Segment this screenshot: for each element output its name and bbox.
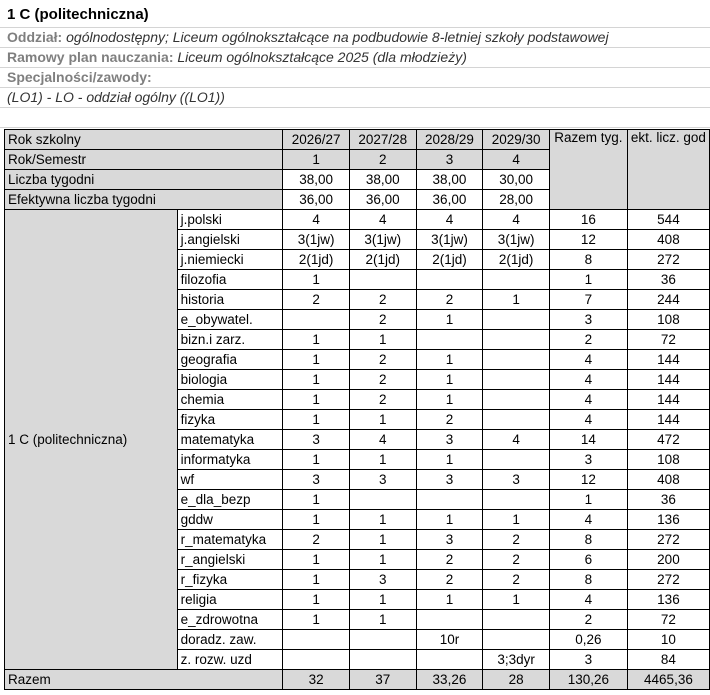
ekt-cell[interactable]: 272 xyxy=(627,530,709,550)
subject-name[interactable]: r_angielski xyxy=(177,550,283,570)
hours-cell[interactable] xyxy=(349,490,416,510)
semestr-label: Rok/Semestr xyxy=(5,150,283,170)
hours-cell[interactable]: 2 xyxy=(349,370,416,390)
year-header[interactable]: 2029/30 xyxy=(483,130,550,150)
hours-cell[interactable]: 2(1jd) xyxy=(416,250,483,270)
subject-name[interactable]: fizyka xyxy=(177,410,283,430)
ekt-cell[interactable]: 84 xyxy=(627,650,709,670)
hours-cell[interactable]: 3(1jw) xyxy=(283,230,350,250)
specjalnosci-label: Specjalności/zawody: xyxy=(7,69,152,85)
ekt-cell[interactable]: 144 xyxy=(627,390,709,410)
hours-cell[interactable]: 1 xyxy=(349,330,416,350)
hours-cell[interactable] xyxy=(349,630,416,650)
efektywna-cell[interactable]: 28,00 xyxy=(483,190,550,210)
hours-cell[interactable]: 1 xyxy=(283,270,350,290)
year-header[interactable]: 2027/28 xyxy=(349,130,416,150)
subject-name[interactable]: doradz. zaw. xyxy=(177,630,283,650)
razem-cell[interactable]: 4 xyxy=(549,350,627,370)
total-ekt[interactable]: 4465,36 xyxy=(627,670,709,690)
hours-cell[interactable]: 4 xyxy=(283,210,350,230)
ekt-header[interactable]: ekt. licz. god xyxy=(627,130,709,210)
hours-cell[interactable]: 2 xyxy=(349,310,416,330)
hours-cell[interactable]: 4 xyxy=(483,210,550,230)
subject-name[interactable]: gddw xyxy=(177,510,283,530)
hours-cell[interactable] xyxy=(416,330,483,350)
hours-cell[interactable]: 4 xyxy=(349,210,416,230)
ekt-cell[interactable]: 408 xyxy=(627,230,709,250)
ekt-cell[interactable]: 10 xyxy=(627,630,709,650)
total-row xyxy=(5,670,710,690)
hours-cell[interactable]: 1 xyxy=(283,350,350,370)
hours-cell[interactable]: 1 xyxy=(283,610,350,630)
ekt-cell[interactable]: 72 xyxy=(627,610,709,630)
razem-cell[interactable]: 8 xyxy=(549,530,627,550)
hours-cell[interactable]: 2 xyxy=(416,550,483,570)
total-cell[interactable]: 33,26 xyxy=(416,670,483,690)
subject-name[interactable]: e_obywatel. xyxy=(177,310,283,330)
hours-cell[interactable]: 1 xyxy=(349,510,416,530)
semestr-cell[interactable]: 2 xyxy=(349,150,416,170)
rok-szkolny-label: Rok szkolny xyxy=(5,130,283,150)
hours-cell[interactable]: 1 xyxy=(349,450,416,470)
ekt-cell[interactable]: 144 xyxy=(627,370,709,390)
hours-cell[interactable]: 2 xyxy=(349,350,416,370)
ekt-cell[interactable]: 408 xyxy=(627,470,709,490)
subject-name[interactable]: z. rozw. uzd xyxy=(177,650,283,670)
hours-cell[interactable] xyxy=(483,630,550,650)
hours-cell[interactable]: 3 xyxy=(483,470,550,490)
hours-cell[interactable] xyxy=(483,610,550,630)
subject-name[interactable]: r_matematyka xyxy=(177,530,283,550)
oddzial-code-row xyxy=(0,88,710,108)
ekt-cell[interactable]: 200 xyxy=(627,550,709,570)
semestr-cell[interactable]: 3 xyxy=(416,150,483,170)
hours-cell[interactable]: 3 xyxy=(416,430,483,450)
subject-name[interactable]: j.niemiecki xyxy=(177,250,283,270)
total-cell[interactable]: 28 xyxy=(483,670,550,690)
hours-cell[interactable]: 1 xyxy=(416,350,483,370)
class-name-cell[interactable]: 1 C (politechniczna) xyxy=(5,210,178,670)
hours-cell[interactable]: 1 xyxy=(283,370,350,390)
efektywna-cell[interactable]: 36,00 xyxy=(283,190,350,210)
hours-cell[interactable]: 2 xyxy=(349,290,416,310)
year-header-row xyxy=(5,130,710,150)
razem-cell[interactable]: 4 xyxy=(549,390,627,410)
ekt-cell[interactable]: 144 xyxy=(627,350,709,370)
hours-cell[interactable]: 1 xyxy=(483,590,550,610)
title-row xyxy=(0,0,710,28)
efektywna-label: Efektywna liczba tygodni xyxy=(5,190,283,210)
year-header[interactable]: 2026/27 xyxy=(283,130,350,150)
plan-label: Ramowy plan nauczania: xyxy=(7,49,174,65)
semestr-cell[interactable]: 1 xyxy=(283,150,350,170)
ekt-cell[interactable]: 544 xyxy=(627,210,709,230)
hours-cell[interactable] xyxy=(483,350,550,370)
razem-cell[interactable]: 4 xyxy=(549,370,627,390)
hours-cell[interactable] xyxy=(483,410,550,430)
razem-cell[interactable]: 1 xyxy=(549,490,627,510)
hours-cell[interactable] xyxy=(483,490,550,510)
hours-cell[interactable]: 1 xyxy=(283,330,350,350)
hours-cell[interactable]: 1 xyxy=(283,490,350,510)
hours-cell[interactable]: 2 xyxy=(483,530,550,550)
plan-value: Liceum ogólnokształcące 2025 (dla młodzieży) xyxy=(177,49,467,65)
razem-cell[interactable]: 14 xyxy=(549,430,627,450)
hours-cell[interactable] xyxy=(483,310,550,330)
hours-cell[interactable]: 2(1jd) xyxy=(349,250,416,270)
hours-cell[interactable] xyxy=(349,650,416,670)
oddzial-value: ogólnodostępny; Liceum ogólnokształcące na podbudowie 8-letniej szkoły podstawowej xyxy=(66,29,609,45)
hours-cell[interactable]: 2 xyxy=(283,530,350,550)
hours-cell[interactable] xyxy=(483,390,550,410)
subject-name[interactable]: bizn.i zarz. xyxy=(177,330,283,350)
hours-cell[interactable]: 2 xyxy=(416,290,483,310)
hours-cell[interactable]: 4 xyxy=(349,430,416,450)
hours-cell[interactable]: 1 xyxy=(416,510,483,530)
schedule-table xyxy=(4,129,710,690)
razem-cell[interactable]: 4 xyxy=(549,590,627,610)
razem-cell[interactable]: 2 xyxy=(549,330,627,350)
hours-cell[interactable]: 2 xyxy=(483,550,550,570)
razem-cell[interactable]: 4 xyxy=(549,410,627,430)
hours-cell[interactable]: 1 xyxy=(283,510,350,530)
hours-cell[interactable]: 3(1jw) xyxy=(483,230,550,250)
hours-cell[interactable]: 1 xyxy=(283,410,350,430)
hours-cell[interactable]: 1 xyxy=(283,550,350,570)
hours-cell[interactable]: 1 xyxy=(283,570,350,590)
razem-cell[interactable]: 8 xyxy=(549,570,627,590)
table-row xyxy=(5,210,710,230)
subject-name[interactable]: matematyka xyxy=(177,430,283,450)
hours-cell[interactable]: 1 xyxy=(416,450,483,470)
hours-cell[interactable]: 3 xyxy=(349,470,416,490)
hours-cell[interactable] xyxy=(416,650,483,670)
subject-name[interactable]: j.angielski xyxy=(177,230,283,250)
total-razem[interactable]: 130,26 xyxy=(549,670,627,690)
ekt-cell[interactable]: 36 xyxy=(627,490,709,510)
oddzial-label: Oddział: xyxy=(7,29,63,45)
hours-cell[interactable] xyxy=(416,610,483,630)
hours-cell[interactable]: 10r xyxy=(416,630,483,650)
semestr-cell[interactable]: 4 xyxy=(483,150,550,170)
hours-cell[interactable] xyxy=(483,270,550,290)
subject-name[interactable]: informatyka xyxy=(177,450,283,470)
razem-cell[interactable]: 3 xyxy=(549,310,627,330)
subject-name[interactable]: historia xyxy=(177,290,283,310)
hours-cell[interactable]: 3 xyxy=(283,470,350,490)
hours-cell[interactable]: 2(1jd) xyxy=(283,250,350,270)
hours-cell[interactable] xyxy=(483,370,550,390)
razem-cell[interactable]: 12 xyxy=(549,470,627,490)
hours-cell[interactable] xyxy=(283,630,350,650)
hours-cell[interactable]: 2 xyxy=(283,290,350,310)
hours-cell[interactable] xyxy=(349,270,416,290)
hours-cell[interactable]: 1 xyxy=(416,590,483,610)
oddzial-code: (LO1) - LO - oddział ogólny ((LO1)) xyxy=(7,89,225,105)
total-label: Razem xyxy=(5,670,283,690)
hours-cell[interactable]: 2 xyxy=(483,570,550,590)
efektywna-cell[interactable]: 36,00 xyxy=(349,190,416,210)
tygodni-cell[interactable]: 30,00 xyxy=(483,170,550,190)
ekt-cell[interactable]: 36 xyxy=(627,270,709,290)
plan-row xyxy=(0,48,710,68)
subject-name[interactable]: biologia xyxy=(177,370,283,390)
hours-cell[interactable]: 1 xyxy=(416,310,483,330)
ekt-cell[interactable]: 72 xyxy=(627,330,709,350)
razem-cell[interactable]: 7 xyxy=(549,290,627,310)
year-header[interactable]: 2028/29 xyxy=(416,130,483,150)
hours-cell[interactable] xyxy=(283,650,350,670)
hours-cell[interactable]: 2 xyxy=(349,390,416,410)
hours-cell[interactable]: 1 xyxy=(416,370,483,390)
hours-cell[interactable]: 3 xyxy=(416,470,483,490)
hours-cell[interactable]: 3;3dyr xyxy=(483,650,550,670)
specjalnosci-row xyxy=(0,68,710,88)
hours-cell[interactable]: 2(1jd) xyxy=(483,250,550,270)
hours-cell[interactable]: 3 xyxy=(283,430,350,450)
subject-name[interactable]: e_zdrowotna xyxy=(177,610,283,630)
hours-cell[interactable]: 1 xyxy=(349,590,416,610)
ekt-cell[interactable]: 136 xyxy=(627,510,709,530)
ekt-cell[interactable]: 272 xyxy=(627,570,709,590)
total-cell[interactable]: 37 xyxy=(349,670,416,690)
ekt-cell[interactable]: 108 xyxy=(627,310,709,330)
ekt-cell[interactable]: 136 xyxy=(627,590,709,610)
ekt-cell[interactable]: 144 xyxy=(627,410,709,430)
hours-cell[interactable]: 1 xyxy=(283,390,350,410)
ekt-cell[interactable]: 272 xyxy=(627,250,709,270)
hours-cell[interactable]: 1 xyxy=(283,590,350,610)
hours-cell[interactable]: 1 xyxy=(349,410,416,430)
ekt-cell[interactable]: 472 xyxy=(627,430,709,450)
hours-cell[interactable] xyxy=(416,270,483,290)
class-title: 1 C (politechniczna) xyxy=(7,6,149,23)
razem-tyg-header[interactable]: Razem tyg. xyxy=(549,130,627,210)
subject-name[interactable]: j.polski xyxy=(177,210,283,230)
hours-cell[interactable] xyxy=(283,310,350,330)
razem-cell[interactable]: 1 xyxy=(549,270,627,290)
hours-cell[interactable]: 3 xyxy=(349,570,416,590)
hours-cell[interactable]: 4 xyxy=(416,210,483,230)
razem-cell[interactable]: 8 xyxy=(549,250,627,270)
hours-cell[interactable]: 1 xyxy=(349,530,416,550)
razem-cell[interactable]: 2 xyxy=(549,610,627,630)
subject-name[interactable]: wf xyxy=(177,470,283,490)
razem-cell[interactable]: 16 xyxy=(549,210,627,230)
tygodni-label: Liczba tygodni xyxy=(5,170,283,190)
table-body xyxy=(5,130,710,690)
razem-cell[interactable]: 0,26 xyxy=(549,630,627,650)
razem-cell[interactable]: 3 xyxy=(549,650,627,670)
hours-cell[interactable]: 3 xyxy=(416,530,483,550)
hours-cell[interactable]: 1 xyxy=(349,610,416,630)
tygodni-cell[interactable]: 38,00 xyxy=(283,170,350,190)
hours-cell[interactable]: 3(1jw) xyxy=(349,230,416,250)
efektywna-cell[interactable]: 36,00 xyxy=(416,190,483,210)
hours-cell[interactable]: 1 xyxy=(483,290,550,310)
hours-cell[interactable]: 1 xyxy=(416,390,483,410)
subject-name[interactable]: geografia xyxy=(177,350,283,370)
tygodni-cell[interactable]: 38,00 xyxy=(349,170,416,190)
subject-name[interactable]: filozofia xyxy=(177,270,283,290)
hours-cell[interactable]: 1 xyxy=(349,550,416,570)
subject-name[interactable]: r_fizyka xyxy=(177,570,283,590)
hours-cell[interactable]: 4 xyxy=(483,430,550,450)
subject-name[interactable]: religia xyxy=(177,590,283,610)
empty-row xyxy=(0,108,710,128)
razem-cell[interactable]: 3 xyxy=(549,450,627,470)
razem-cell[interactable]: 4 xyxy=(549,510,627,530)
hours-cell[interactable] xyxy=(483,450,550,470)
hours-cell[interactable]: 1 xyxy=(283,450,350,470)
hours-cell[interactable]: 1 xyxy=(483,510,550,530)
razem-cell[interactable]: 12 xyxy=(549,230,627,250)
subject-name[interactable]: chemia xyxy=(177,390,283,410)
ekt-cell[interactable]: 108 xyxy=(627,450,709,470)
hours-cell[interactable]: 3(1jw) xyxy=(416,230,483,250)
razem-cell[interactable]: 6 xyxy=(549,550,627,570)
hours-cell[interactable]: 2 xyxy=(416,410,483,430)
hours-cell[interactable] xyxy=(416,490,483,510)
hours-cell[interactable]: 2 xyxy=(416,570,483,590)
subject-name[interactable]: e_dla_bezp xyxy=(177,490,283,510)
oddzial-row xyxy=(0,28,710,48)
tygodni-cell[interactable]: 38,00 xyxy=(416,170,483,190)
total-cell[interactable]: 32 xyxy=(283,670,350,690)
hours-cell[interactable] xyxy=(483,330,550,350)
ekt-cell[interactable]: 244 xyxy=(627,290,709,310)
